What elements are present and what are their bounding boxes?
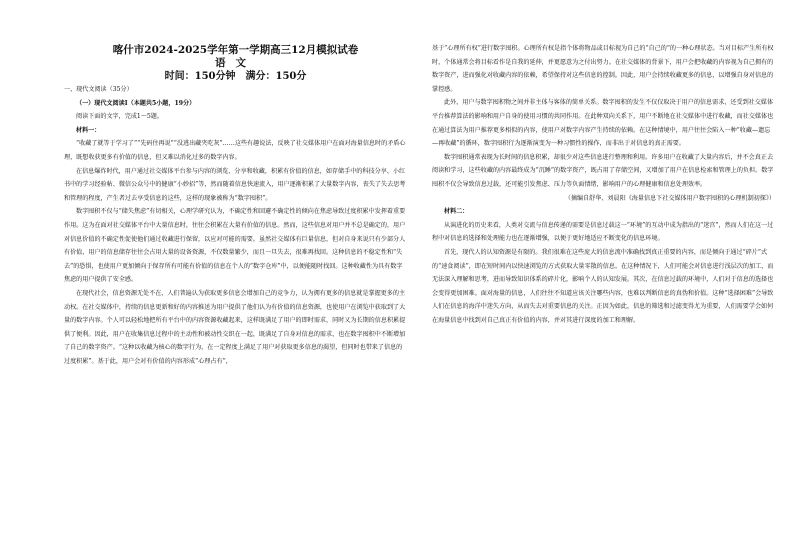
paragraph: 在现代社会，信息资源无处不在，人们普遍认为获取更多信息会增加自己的竞争力，认为拥有更多的信息就是掌握更多的主动权。在社交媒体中，持续的信息更新和好的内容推送为用户提供了他们认为有价值的信息资源，也使用户在浏览中获取到了大量的数字内容。个人可以轻松地把所有平台中的内容资源收藏起来，这样既满足了用户的即时需求，同时又为长期的信息积累提供了便利。因此，用户在收集信息过程中的主动性和被动性交织在一起，既满足了自身对信息的需求，也在数字囤积中不断增加了自己的数字资产。“这种以收藏为核心的数字行为，在一定程度上满足了用户对获取更多信息的渴望，但同时也带来了信息的过度积累”。基于此，用户会对有价值的内容形成“心理占有”， [64,289,406,365]
paragraph: 数字囤积通常表现为长时间的信息积累，却很少对这些信息进行整理和利用。许多用户在收藏了大量内容后，并不会真正去阅读和学习，这些收藏的内容最终成为“沉睡”的数字资产，既占用了存储空间，又增加了用户在信息检索和管理上的负担。数字囤积不仅会导致信息过载，还可能引发焦虑、压力等负面情绪，影响用户的心理健康和信息处理效率。 [432,153,774,188]
exam-title: 喀什市2024-2025学年第一学期高三12月模拟试卷 [112,44,359,56]
paragraph: 基于“心理所有权”进行数字囤积。心理所有权是指个体将物品或目标视为自己的“自己的”的一种心理状态。当对目标产生所有权时，个体通常会将目标看作是自我的延伸，并更愿意为之付出努力。在社交媒体的背景下，用户会把收藏的内容视为自己拥有的数字资产，进而强化对收藏内容的依赖，希望保持对这些信息的控制。因此，用户会持续收藏更多的信息，以增强自身对信息的掌控感。 [432,45,774,93]
right-column [432,0,775,327]
paragraph: “收藏了就等于学习了”“先码住再说”“没逃出藏夹吃灰”……这些有趣说法，反映了社交媒体用户在面对海量信息时的矛盾心理，既想收获更多有价值的信息，但又难以消化过多的数字内容。 [64,140,406,161]
citation: （摘编自舒华、刘晨阳《海量信息下社交媒体用户数字囤积的心理机制初探》） [564,194,775,202]
left-column [64,0,407,368]
instruction: 阅读下面的文字，完成1～5题。 [76,113,163,121]
section-heading: 一、现代文阅读（35分） [64,86,133,93]
time-score-line: 时间：150分钟 满分：150分 [164,71,307,82]
paragraph: 首先，现代人的认知资源是有限的。我们很难在这些庞大的信息流中准确找到真正重要的内容，而是倾向于通过“碎片”式的“速食阅读”，即在短时间内以快速浏览的方式获取大量零散的信息。在这种情况下，人们可能会对信息进行浅层次的加工，而无法深入理解和思考，进而导致知识体系的碎片化，影响个人的认知发展。其次，在信息过载的环境中，人们对于信息的选择也会变得更加困难。面对海量的信息，人们往往不知道应该关注哪些内容，也难以判断信息的真伪和价值。这种“选择困难”会导致人们在信息的海洋中迷失方向，从而失去对重要信息的关注。正因为如此，信息的筛选和过滤变得尤为重要，人们需要学会如何在海量信息中找到对自己真正有价值的内容，并对其进行深度的加工和理解。 [432,248,774,324]
paragraph: 从演进化的历史来看，人类对交流与信息传递的需要是信息过载这一“环境”的互动中成为指出的“迷宫”，然而人们在这一过程中对信息的选择和处理能力也在逐渐增强，以便于更好地适应不断变化的信息环境。 [432,221,774,243]
paragraph: 此外，用户与数字囤积物之间并非主体与客体的简单关系。数字囤积的发生不仅仅取决于用户的信息需求，还受到社交媒体平台推荐算法的影响和用户自身的使用习惯的共同作用。在此种双向关系下，用户不断地在社交媒体中进行收藏，而社交媒体也在通过算法为用户推荐更多相似的内容，使用户对数字内容产生持续的依赖。在这种情境中，用户往往会陷入一种“收藏—遗忘—再收藏”的循环，数字囤积行为逐渐演变为一种习惯性的操作，而非出于对信息的真正需要。 [432,99,774,148]
subsection-heading: （一）现代文阅读Ⅰ（本题共5小题，19分） [76,99,196,107]
subject-title: 语文 [215,57,256,69]
material-one-label: 材料一： [76,126,101,134]
paragraph: 在信息爆炸时代，用户通过社交媒体平台参与内容的浏览、分享和收藏，积累有价值的信息，如存储手中的科技分享、小红书中的学习经验帖、微信公众号中的健康“小妙招”等，然而随着信息快速流入，用户逐渐积累了大量数字内容，丧失了失去思考和管理的程度，产生者过去享受信息的这些，这样的现象被称为“数字囤积”。 [64,167,406,202]
material-two-label: 材料二： [444,208,469,216]
paragraph: 数字囤积不仅与“储失焦虑”有切相关，心理学研究认为，不确定性和回避不确定性的倾向在焦虑导致过度积累中发挥着重要作用。这为在面对社交媒体平台中大量信息时，往往会积累在大量有价值的信息。然而，这些信息对用户并不总是确定的，用户对信息价值的不确定性促使他们通过收藏进行保留，以应对可能的需要。虽然社交媒体有巨量信息，但对自身来说只有少部分人有价值，用户的信息储存往往会占用大量的设备资源，不仅数量繁少，而且一旦失去，很难再找回。这种信息的不稳定性和“失去”的恐惧，也使用户更加倾向于保存所有可能有价值的信息在个人的“数字仓库”中，以便能随时找回。这种收藏性为具有数字焦虑的用户提供了安全感。 [64,208,406,284]
